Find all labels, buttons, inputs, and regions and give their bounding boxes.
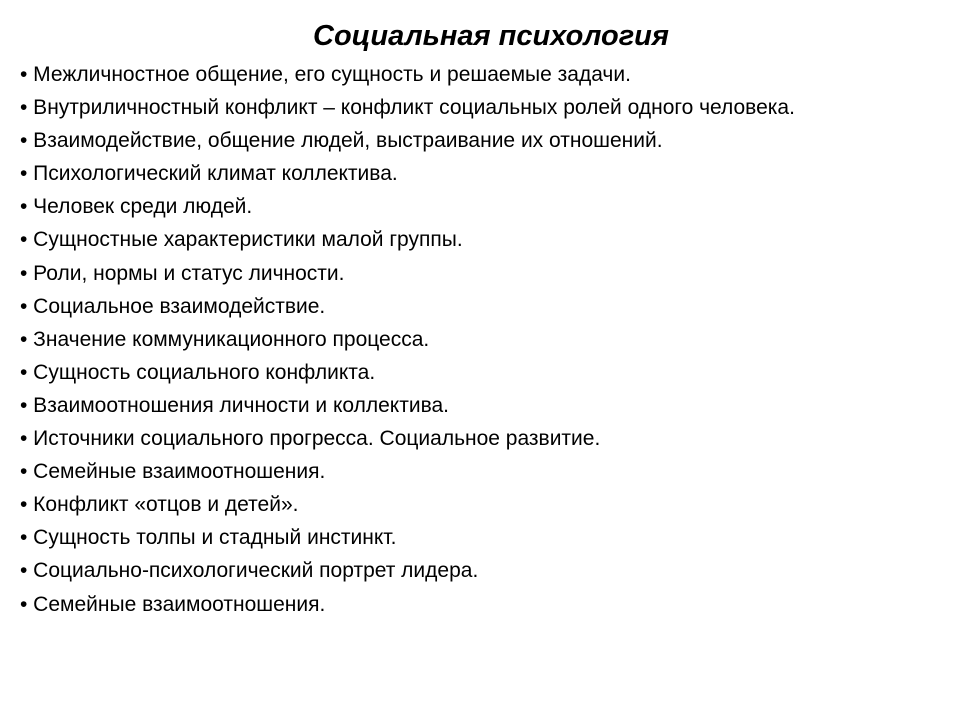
list-item: • Роли, нормы и статус личности. bbox=[20, 261, 345, 285]
list-item: • Сущностные характеристики малой группы. bbox=[20, 228, 463, 252]
list-item: • Сущность социального конфликта. bbox=[20, 360, 376, 384]
list-item: • Межличностное общение, его сущность и решаемые задачи. bbox=[20, 63, 631, 86]
list-item: • Психологический климат коллектива. bbox=[20, 162, 398, 186]
list-item: • Взаимодействие, общение людей, выстраивание их отношений. bbox=[20, 129, 663, 153]
list-item: • Взаимоотношения личности и коллектива. bbox=[20, 393, 450, 417]
list-item: • Сущность толпы и стадный инстинкт. bbox=[20, 526, 397, 550]
topic-list bbox=[20, 58, 950, 621]
list-item: • Социальное взаимодействие. bbox=[20, 294, 326, 318]
list-item: • Семейные взаимоотношения. bbox=[20, 592, 326, 616]
list-item: • Значение коммуникационного процесса. bbox=[20, 327, 430, 351]
list-item: • Конфликт «отцов и детей». bbox=[20, 493, 299, 517]
page-title: Социальная психология bbox=[313, 20, 669, 52]
list-item: • Семейные взаимоотношения. bbox=[20, 460, 326, 484]
list-item: • Человек среди людей. bbox=[20, 195, 253, 219]
list-item: • Источники социального прогресса. Социальное развитие. bbox=[20, 427, 601, 451]
list-item: • Внутриличностный конфликт – конфликт социальных ролей одного человека. bbox=[20, 96, 795, 120]
list-item: • Социально-психологический портрет лидера. bbox=[20, 559, 479, 583]
